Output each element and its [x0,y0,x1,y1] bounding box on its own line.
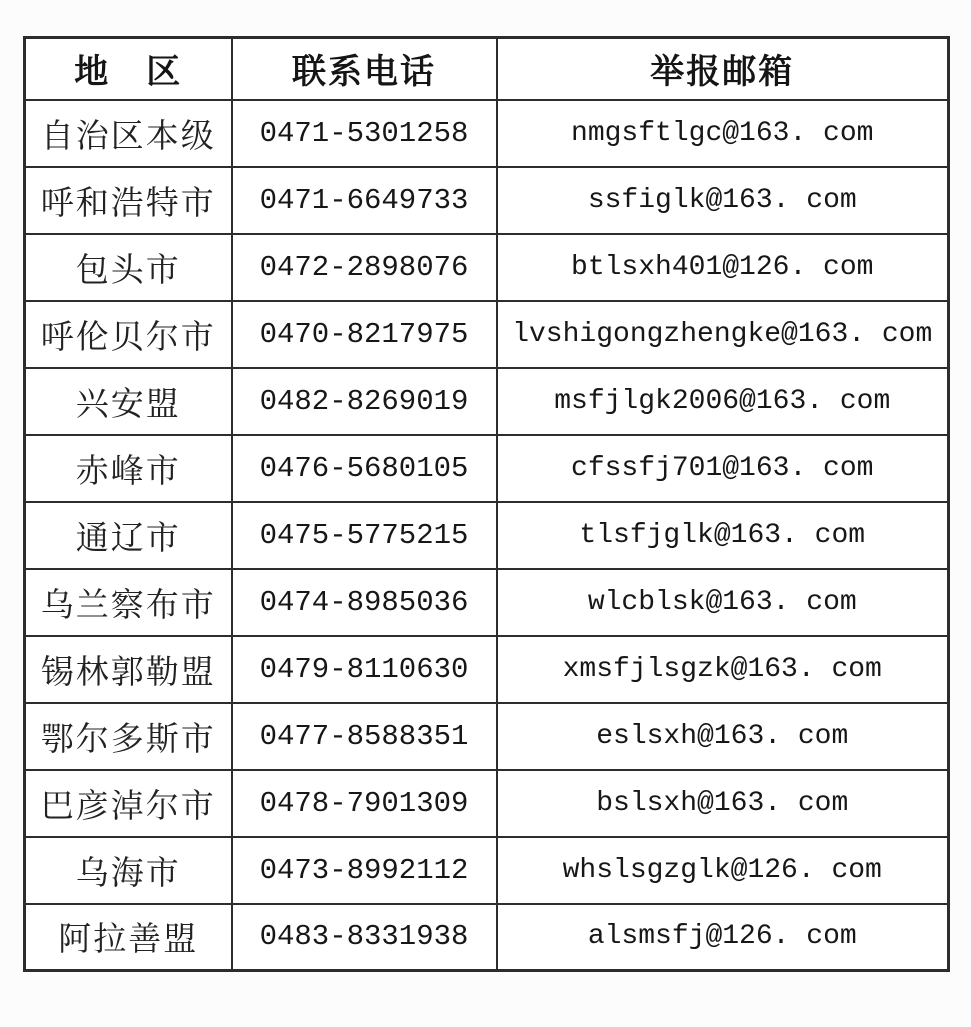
table-row [25,167,949,234]
phone-cell: 0483-8331938 [232,904,497,971]
email-cell: msfjlgk2006@163. com [497,368,949,435]
phone-cell: 0478-7901309 [232,770,497,837]
table-row [25,837,949,904]
email-cell: btlsxh401@126. com [497,234,949,301]
email-cell: alsmsfj@126. com [497,904,949,971]
region-cell: 乌海市 [25,837,232,904]
column-header-region: 地 区 [25,38,232,100]
table-row [25,636,949,703]
region-cell: 呼和浩特市 [25,167,232,234]
region-cell: 呼伦贝尔市 [25,301,232,368]
phone-cell: 0471-6649733 [232,167,497,234]
column-header-phone: 联系电话 [232,38,497,100]
table-body [25,100,949,971]
phone-cell: 0473-8992112 [232,837,497,904]
email-cell: nmgsftlgc@163. com [497,100,949,167]
region-cell: 鄂尔多斯市 [25,703,232,770]
phone-cell: 0474-8985036 [232,569,497,636]
table-row [25,770,949,837]
phone-cell: 0482-8269019 [232,368,497,435]
table-row [25,502,949,569]
phone-cell: 0479-8110630 [232,636,497,703]
table-row [25,368,949,435]
email-cell: tlsfjglk@163. com [497,502,949,569]
email-cell: lvshigongzhengke@163. com [497,301,949,368]
email-cell: wlcblsk@163. com [497,569,949,636]
region-cell: 包头市 [25,234,232,301]
email-cell: xmsfjlsgzk@163. com [497,636,949,703]
region-cell: 自治区本级 [25,100,232,167]
table-row [25,569,949,636]
phone-cell: 0472-2898076 [232,234,497,301]
phone-cell: 0470-8217975 [232,301,497,368]
region-cell: 锡林郭勒盟 [25,636,232,703]
table-header [25,38,949,100]
table-row [25,100,949,167]
email-cell: cfssfj701@163. com [497,435,949,502]
phone-cell: 0471-5301258 [232,100,497,167]
email-cell: whslsgzglk@126. com [497,837,949,904]
region-cell: 兴安盟 [25,368,232,435]
email-cell: eslsxh@163. com [497,703,949,770]
header-row [25,38,949,100]
phone-cell: 0476-5680105 [232,435,497,502]
region-cell: 阿拉善盟 [25,904,232,971]
column-header-email: 举报邮箱 [497,38,949,100]
region-cell: 巴彦淖尔市 [25,770,232,837]
table-row [25,435,949,502]
region-cell: 乌兰察布市 [25,569,232,636]
email-cell: bslsxh@163. com [497,770,949,837]
region-cell: 通辽市 [25,502,232,569]
table-row [25,703,949,770]
table-row [25,904,949,971]
phone-cell: 0475-5775215 [232,502,497,569]
phone-cell: 0477-8588351 [232,703,497,770]
email-cell: ssfiglk@163. com [497,167,949,234]
table-row [25,301,949,368]
table-row [25,234,949,301]
contact-table [23,36,950,972]
region-cell: 赤峰市 [25,435,232,502]
